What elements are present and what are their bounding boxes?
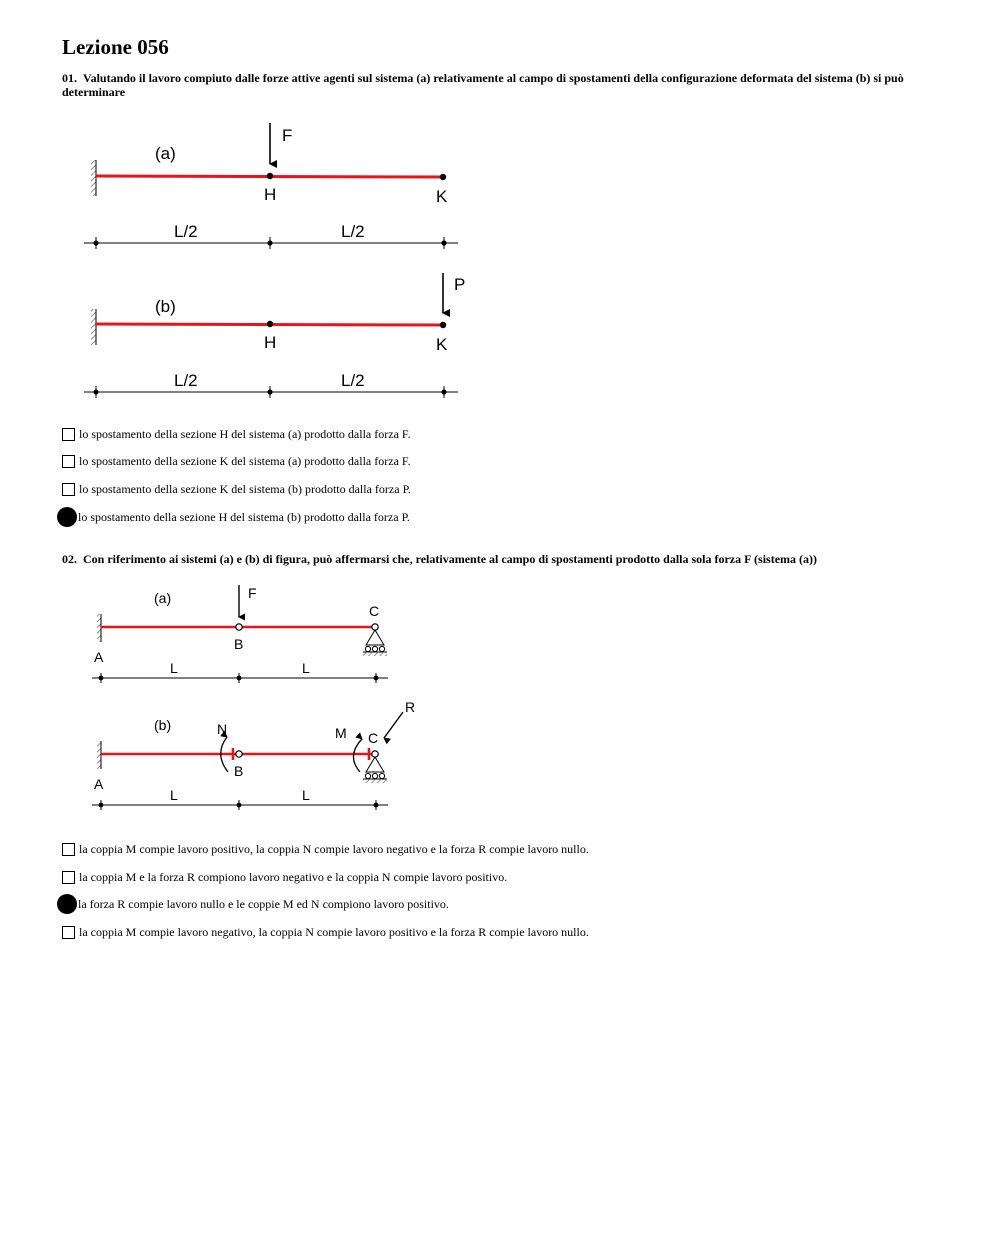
couple-m-label: M bbox=[335, 725, 347, 741]
hinge-b-a bbox=[236, 624, 242, 630]
question-1-option-2[interactable] bbox=[62, 453, 411, 469]
point-k-label-a: K bbox=[436, 187, 448, 206]
filled-circle-mark-icon[interactable] bbox=[57, 507, 77, 527]
hinge-b-b bbox=[236, 751, 242, 757]
option-label: la coppia M e la forza R compiono lavoro negativo e la coppia N compie lavoro positivo. bbox=[79, 869, 508, 884]
force-f-label-2: F bbox=[248, 585, 257, 601]
fixed-support-a2 bbox=[97, 614, 101, 642]
filled-circle-mark-icon[interactable] bbox=[57, 894, 77, 914]
question-2-option-3[interactable] bbox=[62, 896, 449, 912]
option-label: lo spostamento della sezione K del sistema (b) prodotto dalla forza P. bbox=[79, 481, 411, 496]
point-b-label-a: B bbox=[234, 636, 244, 652]
fixed-support-b2 bbox=[97, 741, 101, 769]
point-c-label-b: C bbox=[368, 730, 379, 746]
roller-support-c-b bbox=[363, 751, 387, 783]
question-1-option-3[interactable] bbox=[62, 481, 411, 497]
dimension-half-2-b: L/2 bbox=[341, 371, 365, 390]
question-2-number: 02. bbox=[62, 552, 77, 566]
checkbox-empty-icon[interactable] bbox=[62, 926, 75, 939]
checkbox-empty-icon[interactable] bbox=[62, 843, 75, 856]
dimension-half-1-a: L/2 bbox=[174, 222, 198, 241]
point-h-label-b: H bbox=[264, 333, 277, 352]
force-p-label: P bbox=[454, 275, 466, 294]
system-a-label: (a) bbox=[155, 144, 176, 163]
system-a-label-2: (a) bbox=[154, 590, 172, 606]
question-1-option-4[interactable] bbox=[62, 509, 410, 525]
dimension-half-2-a: L/2 bbox=[341, 222, 365, 241]
couple-n-label: N bbox=[217, 721, 228, 737]
question-2-option-2[interactable] bbox=[62, 869, 507, 885]
question-1-figure bbox=[0, 0, 520, 415]
option-label: la forza R compie lavoro nullo e le coppie M ed N compiono lavoro positivo. bbox=[78, 896, 449, 911]
couple-m-arrow bbox=[353, 739, 362, 772]
fixed-support-a bbox=[91, 160, 96, 196]
point-a-label-a: A bbox=[94, 649, 104, 665]
question-1-number: 01. bbox=[62, 71, 77, 85]
point-b-label-b: B bbox=[234, 763, 244, 779]
option-label: lo spostamento della sezione H del sistema (a) prodotto dalla forza F. bbox=[79, 426, 411, 441]
option-label: la coppia M compie lavoro negativo, la coppia N compie lavoro positivo e la forza R compie lavoro nullo. bbox=[79, 924, 589, 939]
question-1-option-1[interactable] bbox=[62, 426, 411, 442]
point-k-label-b: K bbox=[436, 335, 448, 354]
node-k-a bbox=[440, 174, 446, 180]
dimension-half-1-b: L/2 bbox=[174, 371, 198, 390]
system-b-label: (b) bbox=[155, 297, 176, 316]
checkbox-empty-icon[interactable] bbox=[62, 483, 75, 496]
option-label: lo spostamento della sezione K del sistema (a) prodotto dalla forza F. bbox=[79, 453, 411, 468]
node-h-b bbox=[267, 321, 273, 327]
dimension-l2-b: L bbox=[302, 787, 310, 803]
dimension-l1-b: L bbox=[170, 787, 178, 803]
checkbox-empty-icon[interactable] bbox=[62, 428, 75, 441]
question-1-prompt: Valutando il lavoro compiuto dalle forze attive agenti sul sistema (a) relativamente al campo di spostamenti della configurazione deformata del sistema (b) si può determinare bbox=[62, 71, 904, 99]
question-2-option-1[interactable] bbox=[62, 841, 589, 857]
page-title: Lezione 056 bbox=[62, 35, 169, 59]
force-f-label: F bbox=[282, 126, 293, 145]
dimension-l1-a: L bbox=[170, 660, 178, 676]
checkbox-empty-icon[interactable] bbox=[62, 871, 75, 884]
roller-support-c-a bbox=[363, 624, 387, 656]
checkbox-empty-icon[interactable] bbox=[62, 455, 75, 468]
option-label: lo spostamento della sezione H del sistema (b) prodotto dalla forza P. bbox=[78, 509, 410, 524]
point-c-label-a: C bbox=[369, 603, 380, 619]
node-k-b bbox=[440, 322, 446, 328]
dimension-l2-a: L bbox=[302, 660, 310, 676]
point-a-label-b: A bbox=[94, 776, 104, 792]
fixed-support-b bbox=[91, 309, 96, 345]
force-r-arrow bbox=[384, 712, 403, 738]
question-2-text bbox=[62, 552, 942, 566]
question-2-figure bbox=[0, 570, 460, 820]
question-2-option-4[interactable] bbox=[62, 924, 589, 940]
option-label: la coppia M compie lavoro positivo, la coppia N compie lavoro negativo e la forza R compie lavoro nullo. bbox=[79, 841, 589, 856]
node-h-a bbox=[267, 173, 273, 179]
system-b-label-2: (b) bbox=[154, 717, 172, 733]
question-2-prompt: Con riferimento ai sistemi (a) e (b) di figura, può affermarsi che, relativamente al campo di spostamenti prodotto dalla sola forza F (sistema (a)) bbox=[83, 552, 817, 566]
point-h-label-a: H bbox=[264, 185, 277, 204]
force-r-label: R bbox=[405, 699, 416, 715]
